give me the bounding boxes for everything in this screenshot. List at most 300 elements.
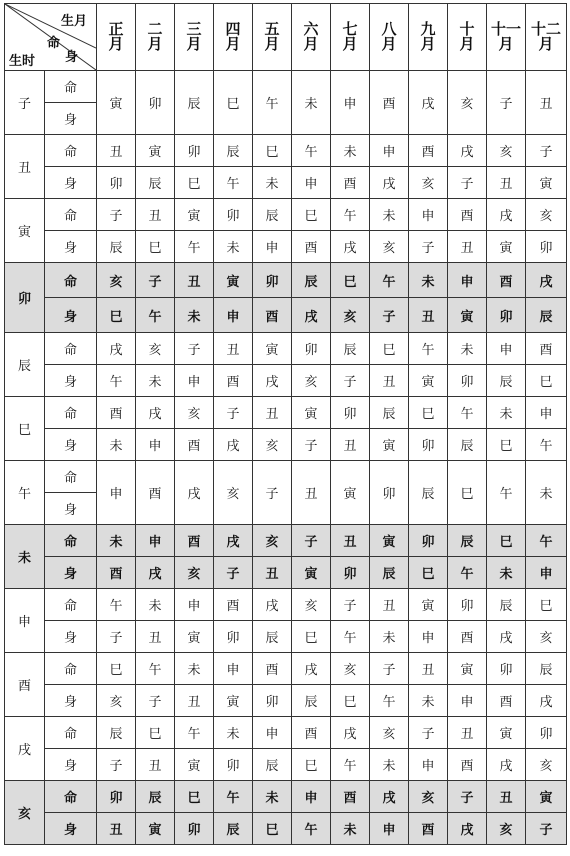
month-suffix: 月	[303, 34, 319, 53]
ming-row	[5, 717, 567, 749]
ming-palace-cell: 酉	[292, 717, 331, 749]
shen-palace-cell: 戌	[487, 621, 526, 653]
ming-palace-cell: 申	[292, 781, 331, 813]
shen-palace-cell: 子	[97, 621, 136, 653]
ming-palace-cell: 戌	[292, 653, 331, 685]
ming-palace-cell: 亥	[136, 333, 175, 365]
ming-palace-cell: 子	[409, 717, 448, 749]
ming-label: 命	[45, 333, 97, 365]
ming-palace-cell: 寅	[370, 525, 409, 557]
shen-palace-cell: 申	[409, 749, 448, 781]
shen-row	[5, 167, 567, 199]
ming-palace-cell: 辰	[253, 199, 292, 231]
ming-palace-cell: 子	[331, 589, 370, 621]
ming-palace-cell: 申	[214, 653, 253, 685]
shen-palace-cell: 戌	[526, 685, 567, 717]
shen-palace-cell: 酉	[448, 749, 487, 781]
palace-cell: 辰	[409, 461, 448, 525]
shen-palace-cell: 子	[409, 231, 448, 263]
ming-palace-cell: 酉	[409, 135, 448, 167]
shen-palace-cell: 卯	[409, 429, 448, 461]
palace-cell: 子	[487, 71, 526, 135]
shen-palace-cell: 巳	[409, 557, 448, 589]
ming-palace-cell: 申	[370, 135, 409, 167]
ming-palace-cell: 未	[97, 525, 136, 557]
shen-palace-cell: 巳	[136, 231, 175, 263]
ming-palace-cell: 未	[448, 333, 487, 365]
month-header-12	[526, 4, 567, 71]
corner-shen-label: 身	[65, 50, 79, 65]
month-number: 五	[264, 19, 280, 38]
month-suffix: 月	[538, 34, 554, 53]
shen-palace-cell: 酉	[175, 429, 214, 461]
shen-row	[5, 298, 567, 333]
shen-label: 身	[45, 365, 97, 397]
shen-palace-cell: 未	[370, 749, 409, 781]
shen-label: 身	[45, 103, 97, 135]
shen-palace-cell: 午	[448, 557, 487, 589]
ming-palace-cell: 未	[253, 781, 292, 813]
ming-palace-cell: 卯	[175, 135, 214, 167]
shen-palace-cell: 申	[214, 298, 253, 333]
shen-label: 身	[45, 621, 97, 653]
ming-palace-cell: 酉	[331, 781, 370, 813]
month-header-10	[448, 4, 487, 71]
shen-palace-cell: 子	[97, 749, 136, 781]
ming-palace-cell: 戌	[526, 263, 567, 298]
ming-palace-cell: 寅	[292, 397, 331, 429]
palace-cell: 辰	[175, 71, 214, 135]
palace-cell: 戌	[175, 461, 214, 525]
shen-palace-cell: 巳	[526, 365, 567, 397]
shen-palace-cell: 申	[175, 365, 214, 397]
ming-label: 命	[45, 71, 97, 103]
ming-palace-cell: 未	[370, 199, 409, 231]
shen-palace-cell: 亥	[409, 167, 448, 199]
shen-palace-cell: 辰	[487, 365, 526, 397]
ming-row	[5, 199, 567, 231]
ming-palace-cell: 亥	[370, 717, 409, 749]
ming-palace-cell: 辰	[214, 135, 253, 167]
ming-palace-cell: 寅	[136, 135, 175, 167]
shen-palace-cell: 卯	[526, 231, 567, 263]
month-number: 九	[420, 19, 436, 38]
ming-row	[5, 71, 567, 103]
shen-palace-cell: 辰	[448, 429, 487, 461]
ming-palace-cell: 酉	[253, 653, 292, 685]
month-number: 十	[459, 19, 475, 38]
shen-palace-cell: 丑	[370, 365, 409, 397]
month-header-2	[136, 4, 175, 71]
shen-palace-cell: 亥	[331, 298, 370, 333]
ming-palace-cell: 丑	[97, 135, 136, 167]
ming-palace-cell: 午	[331, 199, 370, 231]
corner-ming-label: 命	[47, 36, 61, 51]
shen-palace-cell: 寅	[136, 813, 175, 845]
ming-palace-cell: 巳	[253, 135, 292, 167]
ming-shen-palace-table	[4, 3, 567, 845]
ming-palace-cell: 卯	[331, 397, 370, 429]
ming-palace-cell: 卯	[253, 263, 292, 298]
shen-palace-cell: 丑	[253, 557, 292, 589]
ming-palace-cell: 戌	[97, 333, 136, 365]
ming-palace-cell: 卯	[214, 199, 253, 231]
shen-palace-cell: 未	[214, 231, 253, 263]
ming-palace-cell: 丑	[214, 333, 253, 365]
palace-cell: 巳	[214, 71, 253, 135]
ming-palace-cell: 子	[97, 199, 136, 231]
shen-palace-cell: 亥	[292, 365, 331, 397]
ming-palace-cell: 子	[370, 653, 409, 685]
ming-palace-cell: 子	[175, 333, 214, 365]
ming-palace-cell: 午	[448, 397, 487, 429]
month-number: 二	[147, 19, 163, 38]
month-suffix: 月	[108, 34, 124, 53]
shen-row	[5, 685, 567, 717]
shen-label: 身	[45, 298, 97, 333]
ming-row	[5, 333, 567, 365]
month-number: 正	[108, 19, 124, 38]
palace-cell: 亥	[448, 71, 487, 135]
ming-palace-cell: 寅	[409, 589, 448, 621]
shen-palace-cell: 巳	[331, 685, 370, 717]
table-body	[5, 71, 567, 845]
ming-palace-cell: 巳	[370, 333, 409, 365]
shen-palace-cell: 辰	[526, 298, 567, 333]
shen-palace-cell: 卯	[214, 749, 253, 781]
palace-cell: 寅	[97, 71, 136, 135]
ming-palace-cell: 申	[409, 199, 448, 231]
shen-palace-cell: 寅	[526, 167, 567, 199]
birth-hour-label: 寅	[5, 199, 45, 263]
ming-palace-cell: 卯	[448, 589, 487, 621]
month-suffix: 月	[147, 34, 163, 53]
shen-palace-cell: 未	[331, 813, 370, 845]
month-header-8	[370, 4, 409, 71]
ming-palace-cell: 寅	[175, 199, 214, 231]
shen-row	[5, 813, 567, 845]
palace-cell: 申	[97, 461, 136, 525]
shen-palace-cell: 辰	[97, 231, 136, 263]
shen-palace-cell: 巳	[487, 429, 526, 461]
ming-palace-cell: 戌	[214, 525, 253, 557]
ming-label: 命	[45, 397, 97, 429]
birth-hour-label: 酉	[5, 653, 45, 717]
ming-palace-cell: 巳	[97, 653, 136, 685]
ming-palace-cell: 卯	[409, 525, 448, 557]
shen-label: 身	[45, 749, 97, 781]
ming-label: 命	[45, 525, 97, 557]
shen-palace-cell: 酉	[253, 298, 292, 333]
birth-hour-label: 申	[5, 589, 45, 653]
ming-palace-cell: 丑	[331, 525, 370, 557]
shen-palace-cell: 戌	[487, 749, 526, 781]
ming-palace-cell: 戌	[136, 397, 175, 429]
ming-palace-cell: 子	[526, 135, 567, 167]
shen-palace-cell: 巳	[292, 749, 331, 781]
ming-palace-cell: 丑	[448, 717, 487, 749]
month-header-11	[487, 4, 526, 71]
shen-palace-cell: 卯	[331, 557, 370, 589]
ming-row	[5, 135, 567, 167]
shen-palace-cell: 酉	[97, 557, 136, 589]
shen-palace-cell: 戌	[292, 298, 331, 333]
ming-shen-palace-table-container	[4, 3, 566, 853]
shen-row	[5, 429, 567, 461]
palace-cell: 卯	[136, 71, 175, 135]
shen-row	[5, 621, 567, 653]
shen-palace-cell: 酉	[487, 685, 526, 717]
ming-palace-cell: 午	[136, 653, 175, 685]
corner-month-label: 生月	[61, 14, 88, 29]
ming-palace-cell: 辰	[97, 717, 136, 749]
shen-palace-cell: 戌	[448, 813, 487, 845]
month-suffix: 月	[186, 34, 202, 53]
ming-palace-cell: 辰	[331, 333, 370, 365]
ming-palace-cell: 亥	[487, 135, 526, 167]
ming-palace-cell: 未	[136, 589, 175, 621]
shen-palace-cell: 申	[370, 813, 409, 845]
ming-palace-cell: 丑	[370, 589, 409, 621]
birth-hour-label: 未	[5, 525, 45, 589]
month-number: 十二	[530, 19, 561, 38]
corner-hour-label: 生时	[9, 54, 36, 69]
month-suffix: 月	[342, 34, 358, 53]
month-header-6	[292, 4, 331, 71]
shen-palace-cell: 卯	[487, 298, 526, 333]
ming-palace-cell: 巳	[487, 525, 526, 557]
shen-palace-cell: 未	[370, 621, 409, 653]
shen-palace-cell: 子	[526, 813, 567, 845]
ming-label: 命	[45, 717, 97, 749]
shen-palace-cell: 寅	[175, 749, 214, 781]
shen-row	[5, 231, 567, 263]
ming-palace-cell: 亥	[409, 781, 448, 813]
shen-row	[5, 557, 567, 589]
ming-palace-cell: 酉	[448, 199, 487, 231]
ming-palace-cell: 酉	[487, 263, 526, 298]
shen-palace-cell: 午	[331, 749, 370, 781]
month-suffix: 月	[498, 34, 514, 53]
birth-hour-label: 戌	[5, 717, 45, 781]
shen-palace-cell: 辰	[214, 813, 253, 845]
month-suffix: 月	[264, 34, 280, 53]
shen-palace-cell: 戌	[136, 557, 175, 589]
shen-palace-cell: 戌	[370, 167, 409, 199]
shen-palace-cell: 子	[214, 557, 253, 589]
shen-palace-cell: 辰	[292, 685, 331, 717]
ming-palace-cell: 午	[175, 717, 214, 749]
shen-palace-cell: 申	[526, 557, 567, 589]
ming-label: 命	[45, 653, 97, 685]
shen-palace-cell: 巳	[253, 813, 292, 845]
month-header-7	[331, 4, 370, 71]
ming-palace-cell: 卯	[487, 653, 526, 685]
ming-palace-cell: 子	[292, 525, 331, 557]
shen-label: 身	[45, 685, 97, 717]
shen-palace-cell: 戌	[331, 231, 370, 263]
birth-hour-label: 巳	[5, 397, 45, 461]
shen-palace-cell: 丑	[409, 298, 448, 333]
ming-palace-cell: 酉	[214, 589, 253, 621]
ming-palace-cell: 未	[214, 717, 253, 749]
palace-cell: 子	[253, 461, 292, 525]
shen-palace-cell: 申	[292, 167, 331, 199]
shen-palace-cell: 亥	[487, 813, 526, 845]
shen-palace-cell: 卯	[448, 365, 487, 397]
ming-row	[5, 589, 567, 621]
shen-palace-cell: 卯	[175, 813, 214, 845]
ming-palace-cell: 巳	[526, 589, 567, 621]
ming-palace-cell: 亥	[175, 397, 214, 429]
birth-hour-label: 亥	[5, 781, 45, 845]
shen-palace-cell: 子	[292, 429, 331, 461]
palace-cell: 亥	[214, 461, 253, 525]
shen-palace-cell: 丑	[487, 167, 526, 199]
birth-hour-label: 丑	[5, 135, 45, 199]
ming-label: 命	[45, 461, 97, 493]
palace-cell: 巳	[448, 461, 487, 525]
ming-palace-cell: 寅	[253, 333, 292, 365]
ming-palace-cell: 酉	[175, 525, 214, 557]
shen-label: 身	[45, 813, 97, 845]
month-number: 八	[381, 19, 397, 38]
ming-palace-cell: 亥	[253, 525, 292, 557]
palace-cell: 午	[253, 71, 292, 135]
ming-palace-cell: 丑	[136, 199, 175, 231]
palace-cell: 酉	[136, 461, 175, 525]
ming-palace-cell: 亥	[292, 589, 331, 621]
month-number: 三	[186, 19, 202, 38]
palace-cell: 酉	[370, 71, 409, 135]
ming-palace-cell: 未	[409, 263, 448, 298]
ming-palace-cell: 子	[136, 263, 175, 298]
shen-palace-cell: 午	[370, 685, 409, 717]
shen-palace-cell: 酉	[331, 167, 370, 199]
palace-cell: 戌	[409, 71, 448, 135]
ming-palace-cell: 亥	[97, 263, 136, 298]
shen-palace-cell: 酉	[214, 365, 253, 397]
ming-row	[5, 525, 567, 557]
shen-palace-cell: 午	[97, 365, 136, 397]
shen-palace-cell: 寅	[448, 298, 487, 333]
ming-palace-cell: 戌	[253, 589, 292, 621]
shen-palace-cell: 寅	[370, 429, 409, 461]
ming-palace-cell: 申	[448, 263, 487, 298]
shen-palace-cell: 未	[97, 429, 136, 461]
ming-palace-cell: 午	[526, 525, 567, 557]
ming-palace-cell: 未	[331, 135, 370, 167]
shen-palace-cell: 戌	[214, 429, 253, 461]
ming-palace-cell: 戌	[448, 135, 487, 167]
month-header-1	[97, 4, 136, 71]
shen-label: 身	[45, 429, 97, 461]
shen-palace-cell: 巳	[97, 298, 136, 333]
shen-palace-cell: 丑	[136, 621, 175, 653]
shen-palace-cell: 申	[136, 429, 175, 461]
ming-palace-cell: 寅	[526, 781, 567, 813]
palace-cell: 未	[526, 461, 567, 525]
ming-palace-cell: 卯	[97, 781, 136, 813]
ming-palace-cell: 巳	[292, 199, 331, 231]
month-header-4	[214, 4, 253, 71]
ming-label: 命	[45, 589, 97, 621]
ming-palace-cell: 申	[253, 717, 292, 749]
shen-label: 身	[45, 167, 97, 199]
shen-palace-cell: 未	[253, 167, 292, 199]
month-number: 七	[342, 19, 358, 38]
shen-label: 身	[45, 557, 97, 589]
shen-palace-cell: 辰	[136, 167, 175, 199]
shen-palace-cell: 辰	[370, 557, 409, 589]
shen-palace-cell: 未	[487, 557, 526, 589]
ming-palace-cell: 丑	[175, 263, 214, 298]
ming-palace-cell: 戌	[487, 199, 526, 231]
ming-label: 命	[45, 263, 97, 298]
shen-palace-cell: 申	[409, 621, 448, 653]
shen-palace-cell: 戌	[253, 365, 292, 397]
ming-palace-cell: 申	[487, 333, 526, 365]
ming-palace-cell: 辰	[370, 397, 409, 429]
ming-palace-cell: 午	[214, 781, 253, 813]
shen-palace-cell: 子	[448, 167, 487, 199]
ming-palace-cell: 午	[97, 589, 136, 621]
ming-row	[5, 461, 567, 493]
ming-palace-cell: 辰	[526, 653, 567, 685]
ming-palace-cell: 申	[136, 525, 175, 557]
ming-label: 命	[45, 135, 97, 167]
ming-palace-cell: 丑	[253, 397, 292, 429]
shen-palace-cell: 未	[409, 685, 448, 717]
ming-palace-cell: 辰	[136, 781, 175, 813]
palace-cell: 丑	[292, 461, 331, 525]
shen-palace-cell: 午	[526, 429, 567, 461]
shen-palace-cell: 巳	[292, 621, 331, 653]
shen-palace-cell: 辰	[253, 749, 292, 781]
shen-palace-cell: 巳	[175, 167, 214, 199]
month-suffix: 月	[381, 34, 397, 53]
palace-cell: 午	[487, 461, 526, 525]
month-suffix: 月	[225, 34, 241, 53]
ming-palace-cell: 酉	[526, 333, 567, 365]
palace-cell: 卯	[370, 461, 409, 525]
month-number: 四	[225, 19, 241, 38]
shen-palace-cell: 申	[448, 685, 487, 717]
birth-hour-label: 卯	[5, 263, 45, 333]
ming-palace-cell: 酉	[97, 397, 136, 429]
ming-row	[5, 653, 567, 685]
shen-palace-cell: 酉	[409, 813, 448, 845]
shen-palace-cell: 辰	[253, 621, 292, 653]
ming-palace-cell: 申	[526, 397, 567, 429]
shen-row	[5, 749, 567, 781]
birth-hour-label: 午	[5, 461, 45, 525]
ming-palace-cell: 辰	[487, 589, 526, 621]
birth-hour-label: 子	[5, 71, 45, 135]
shen-palace-cell: 午	[136, 298, 175, 333]
month-header-5	[253, 4, 292, 71]
shen-palace-cell: 卯	[97, 167, 136, 199]
ming-palace-cell: 戌	[370, 781, 409, 813]
ming-palace-cell: 丑	[487, 781, 526, 813]
shen-palace-cell: 卯	[214, 621, 253, 653]
shen-palace-cell: 丑	[448, 231, 487, 263]
month-header-9	[409, 4, 448, 71]
shen-palace-cell: 丑	[136, 749, 175, 781]
shen-palace-cell: 酉	[448, 621, 487, 653]
palace-cell: 寅	[331, 461, 370, 525]
shen-palace-cell: 子	[136, 685, 175, 717]
